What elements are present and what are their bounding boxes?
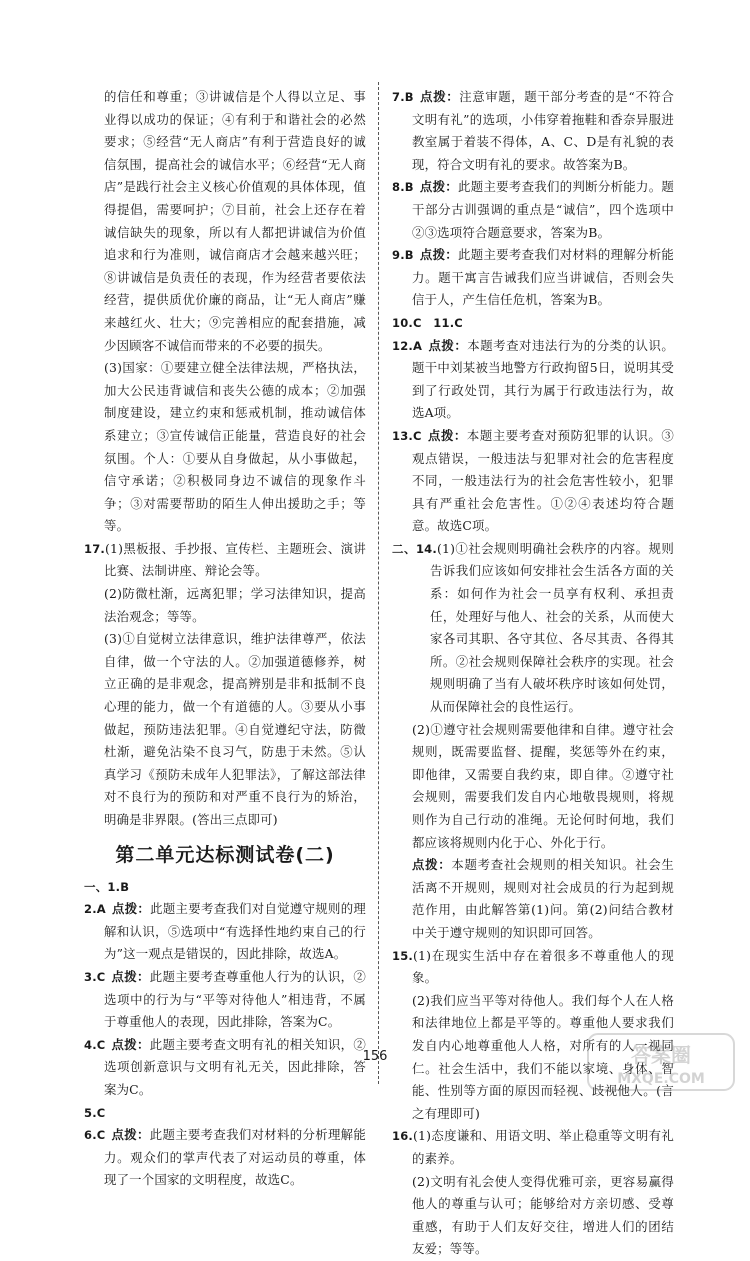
watermark-logo [586, 1032, 736, 1092]
question-9 [392, 244, 674, 312]
question-number: 13. [392, 428, 413, 443]
section-label: 二、 [392, 541, 416, 556]
answer-letter: B [404, 248, 414, 263]
section-heading: 第二单元达标测试卷(二) [115, 843, 335, 866]
question-1 [84, 876, 366, 899]
section-label: 一、 [84, 879, 108, 894]
question-number: 15. [392, 948, 413, 963]
question-4 [84, 1034, 366, 1102]
question-number: 17. [84, 541, 105, 556]
hint-text: 此题主要考查尊重他人行为的认识，②选项中的行为与“平等对待他人”相违背，不属于尊重他人的表现，因此排除，答案为C。 [104, 968, 366, 1030]
question-number: 1. [107, 879, 121, 894]
answer-text: (1)在现实生活中存在着很多不尊重他人的现象。 [412, 947, 674, 986]
question-number: 4. [84, 1037, 97, 1052]
hint-label: 点拨： [419, 89, 460, 104]
hint-label: 点拨： [427, 427, 467, 443]
question-number: 2. [84, 902, 97, 917]
answer-letter: C [96, 1037, 106, 1052]
question-number: 16. [392, 1129, 413, 1144]
answer-letter: C [412, 428, 422, 443]
question-17 [84, 538, 366, 832]
svg-text:答案圈: 答案圈 [631, 1043, 691, 1067]
hint-paragraph [392, 854, 674, 944]
answer-text: (2)文明有礼会使人变得优雅可亲，更容易赢得他人的尊重与认可；能够给对方亲切感、受尊重感，有助于人们友好交往，增进人们的团结友爱；等等。 [412, 1173, 674, 1257]
answer-letter: C [96, 969, 106, 984]
question-14 [392, 538, 674, 945]
hint-label: 点拨： [428, 337, 468, 353]
hint-text: 此题主要考查我们对材料的分析理解能力。观众们的掌声代表了对运动员的尊重，体现了一个国家的文明程度，故选C。 [104, 1127, 366, 1188]
question-number: 3. [84, 969, 97, 984]
hint-label: 点拨： [412, 857, 452, 873]
question-number: 7. [392, 90, 405, 104]
page-number: 156 [362, 1049, 388, 1064]
hint-text: 本题考查社会规则的相关知识。社会生活离不开规则，规则对社会成员的行为起到规范作用，由此解答第(1)问。第(2)问结合教材中关于遵守规则的知识即可回答。 [412, 857, 674, 940]
column-divider [378, 82, 379, 1084]
hint-label: 点拨： [111, 968, 150, 984]
answer-text: (3)①自觉树立法律意识，维护法律尊严，依法自律，做一个守法的人。②加强道德修养，树立正确的是非观念，提高辨别是非和抵制不良心理的能力，做一个有道德的人。③要从小事做起，预防违法犯罪。④自觉遵纪守法，防微杜渐，避免沾染不良习气，防患于未然。⑤认真学习《预防未成年人犯罪法》，了解这部法律对不良行为的预防和对严重不良行为的矫治，明确是非界限。(答出三点即可) [104, 631, 366, 827]
answer-text: (2)我们应当平等对待他人。我们每个人在人格和法律地位上都是平等的。尊重他人要求我们发自内心地尊重他人人格，对所有的人一视同仁。社会生活中，我们不能以家境、身体、智能、性别等方面的原因而轻视、歧视他人。(言之有理即可) [412, 992, 674, 1121]
hint-text: 此题主要考查我们对材料的理解分析能力。题干寓言告诫我们应当讲诚信，否则会失信于人，产生信任危机，答案为B。 [412, 247, 674, 308]
question-5 [84, 1102, 366, 1125]
question-number: 12. [392, 338, 413, 353]
hint-label: 点拨： [111, 1036, 150, 1052]
question-12 [392, 335, 674, 425]
question-16 [392, 1125, 674, 1261]
left-column [84, 86, 366, 1192]
answer-text: (1)黑板报、手抄报、宣传栏、主题班会、演讲比赛、法制讲座、辩论会等。 [104, 540, 366, 579]
hint-label: 点拨： [419, 247, 459, 263]
answer-letter: B [404, 90, 414, 104]
questions-10-11: 10.C 11.C [392, 315, 463, 330]
question-8 [392, 176, 674, 244]
hint-text: 本题主要考查对预防犯罪的认识。③观点错误，一般违法与犯罪对社会的危害程度不同，一般违法行为的社会危害性较小，犯罪具有严重社会危害性。①②④表述均符合题意。故选C项。 [412, 427, 674, 534]
hint-label: 点拨： [111, 901, 151, 917]
answer-letter: B [404, 180, 414, 195]
question-3 [84, 966, 366, 1034]
question-13 [392, 425, 674, 538]
question-2 [84, 898, 366, 966]
question-number: 5. [84, 1105, 97, 1120]
hint-text: 本题考查对违法行为的分类的认识。题干中刘某被当地警方行政拘留5日，说明其受到了行政处罚，其行为属于行政违法行为，故选A项。 [412, 337, 674, 421]
answer-letter: A [96, 902, 106, 917]
answer-text: (1)①社会规则明确社会秩序的内容。规则告诉我们应该如何安排社会生活各方面的关系：如何作为社会一员享有权利、承担责任，处理好与他人、社会的关系，从而使大家各司其职、各守其位、各尽其责、各得其所。②社会规则保障社会秩序的实现。社会规则明确了当有人破坏秩序时该如何处罚，从而保障社会的良性运行。 [430, 540, 674, 715]
answer-paragraph-country-individual: (3)国家：①要建立健全法律法规，严格执法，加大公民违背诚信和丧失公德的成本；②加强制度建设，建立约束和惩戒机制，推动诚信体系建立；③宣传诚信正能量，营造良好的社会氛围。个人：①要从自身做起，从小事做起，信守承诺；②积极同身边不诚信的现象作斗争；③对需要帮助的陌生人伸出援助之手；等等。 [104, 360, 366, 534]
answer-continuation-paragraph: 的信任和尊重；③讲诚信是个人得以立足、事业得以成功的保证；④有利于和谐社会的必然要求；⑤经营“无人商店”有利于营造良好的诚信氛围，提高社会的诚信水平；⑥经营“无人商店”是践行社会主义核心价值观的具体体现，值得提倡，需要呵护；⑦目前，社会上还存在着诚信缺失的现象，所以有人都把讲诚信为价值追求和行为准则，诚信商店才会越来越兴旺；⑧讲诚信是负责任的表现，作为经营者要依法经营，提供质优价廉的商品，让“无人商店”赚来越红火、壮大；⑨完善相应的配套措施，减少因顾客不诚信而带来的不必要的损失。 [104, 89, 366, 353]
hint-label: 点拨： [419, 179, 459, 195]
question-6 [84, 1124, 366, 1192]
answer-text: (1)态度谦和、用语文明、举止稳重等文明有礼的素养。 [412, 1128, 674, 1166]
answer-letter: B [120, 879, 130, 894]
answer-letter: C [96, 1105, 106, 1120]
svg-text:MXQE.COM: MXQE.COM [617, 1071, 705, 1087]
answer-letter: A [412, 338, 423, 353]
question-number: 9. [392, 248, 405, 263]
hint-label: 点拨： [111, 1127, 150, 1143]
answer-text: (2)防微杜渐，远离犯罪；学习法律知识，提高法治观念；等等。 [104, 586, 366, 624]
hint-text: 此题主要考查我们的判断分析能力。题干部分古训强调的重点是“诚信”，四个选项中②③选项符合题意要求，答案为B。 [412, 179, 674, 240]
answer-text: (2)①遵守社会规则需要他律和自律。遵守社会规则，既需要监督、提醒，奖惩等外在约束，即他律，又需要自我约束，即自律。②遵守社会规则，需要我们发自内心地敬畏规则，将规则作为自己行动的准绳。无论何时何地，我们都应该将规则内化于心、外化于行。 [412, 721, 674, 850]
hint-text: 此题主要考查文明有礼的相关知识，②选项创新意识与文明有礼无关，因此排除，答案为C。 [104, 1036, 366, 1097]
question-number: 14. [415, 541, 437, 556]
answer-letter: C [96, 1128, 106, 1143]
question-7 [392, 86, 674, 176]
hint-text: 注意审题，题干部分考查的是“不符合文明有礼”的选项，小伟穿着拖鞋和香奈异服进教室属于着装不得体，A、C、D是有礼貌的表现，符合文明有礼的要求。故答案为B。 [412, 89, 674, 172]
question-number: 6. [84, 1128, 97, 1143]
hint-text: 此题主要考查我们对自觉遵守规则的理解和认识，⑤选项中“有选择性地约束自己的行为”这一观点是错误的，因此排除，故选A。 [104, 901, 366, 962]
question-number: 8. [392, 180, 405, 195]
